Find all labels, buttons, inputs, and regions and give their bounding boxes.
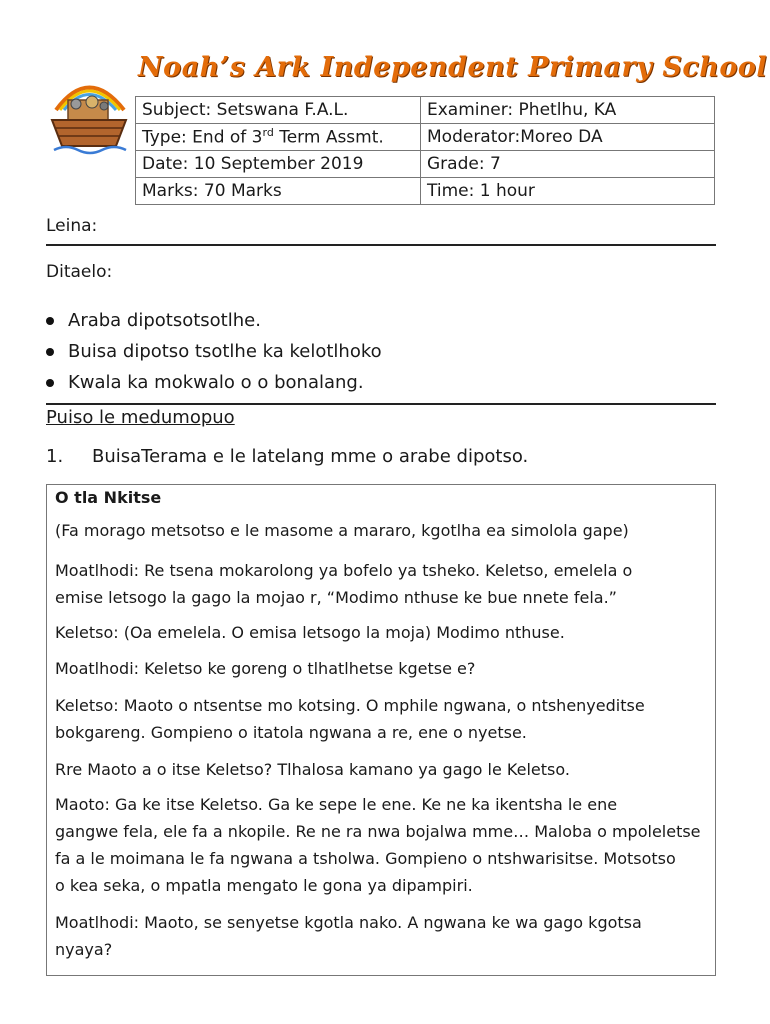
passage-line: Moatlhodi: Re tsena mokarolong ya bofelo ya tsheko. Keletso, emelela o bbox=[55, 561, 633, 580]
date-cell: Date: 10 September 2019 bbox=[136, 151, 421, 178]
instruction-text: Araba dipotsotsotlhe. bbox=[68, 310, 261, 331]
passage-line: Rre Maoto a o itse Keletso? Tlhalosa kamano ya gago le Keletso. bbox=[55, 760, 570, 779]
time-cell: Time: 1 hour bbox=[421, 178, 715, 205]
type-cell bbox=[136, 124, 421, 151]
passage-line: emise letsogo la gago la mojao r, “Modimo nthuse ke bue nnete fela.” bbox=[55, 588, 617, 607]
passage-line: Maoto: Ga ke itse Keletso. Ga ke sepe le ene. Ke ne ka ikentsha le ene bbox=[55, 795, 618, 814]
instruction-item bbox=[46, 341, 382, 362]
marks-cell: Marks: 70 Marks bbox=[136, 178, 421, 205]
leina-label: Leina: bbox=[46, 216, 98, 236]
passage-line: Keletso: Maoto o ntsentse mo kotsing. O mphile ngwana, o ntshenyeditse bbox=[55, 696, 645, 715]
type-prefix: Type: End of 3 bbox=[142, 127, 263, 148]
question-text: BuisaTerama e le latelang mme o arabe dipotso. bbox=[92, 446, 529, 467]
passage-line: o kea seka, o mpatla mengato le gona ya dipampiri. bbox=[55, 876, 473, 895]
passage-line: Moatlhodi: Maoto, se senyetse kgotla nako. A ngwana ke wa gago kgotsa bbox=[55, 913, 642, 932]
passage-line: nyaya? bbox=[55, 940, 113, 959]
bullet-icon bbox=[46, 317, 54, 325]
passage-line: (Fa morago metsotso e le masome a mararo, kgotlha ea simolola gape) bbox=[55, 521, 629, 540]
name-line bbox=[46, 244, 716, 246]
moderator-cell: Moderator:Moreo DA bbox=[421, 124, 715, 151]
instruction-text: Kwala ka mokwalo o o bonalang. bbox=[68, 372, 364, 393]
passage-line: Keletso: (Oa emelela. O emisa letsogo la moja) Modimo nthuse. bbox=[55, 623, 565, 642]
bullet-icon bbox=[46, 348, 54, 356]
type-superscript: rd bbox=[262, 126, 274, 140]
question-number: 1. bbox=[46, 446, 64, 467]
instruction-text: Buisa dipotso tsotlhe ka kelotlhoko bbox=[68, 341, 382, 362]
passage-line: bokgareng. Gompieno o itatola ngwana a re, ene o nyetse. bbox=[55, 723, 527, 742]
passage-title: O tla Nkitse bbox=[55, 488, 162, 507]
passage-line: fa a le moimana le fa ngwana a tsholwa. Gompieno o ntshwarisitse. Motsotso bbox=[55, 849, 676, 868]
noahs-ark-logo bbox=[46, 70, 132, 156]
passage-line: gangwe fela, ele fa a nkopile. Re ne ra nwa bojalwa mme… Maloba o mpoleletse bbox=[55, 822, 701, 841]
passage-line: Moatlhodi: Keletso ke goreng o tlhatlhetse kgetse e? bbox=[55, 659, 476, 678]
passage-box bbox=[46, 484, 716, 976]
question-1 bbox=[46, 446, 528, 467]
ditaelo-label: Ditaelo: bbox=[46, 262, 113, 282]
exam-info-table bbox=[135, 96, 715, 205]
subject-cell: Subject: Setswana F.A.L. bbox=[136, 97, 421, 124]
type-suffix: Term Assmt. bbox=[273, 127, 384, 148]
instruction-item bbox=[46, 372, 364, 393]
section-title: Puiso le medumopuo bbox=[46, 407, 235, 428]
school-name: Noah’s Ark Independent Primary School bbox=[138, 52, 768, 83]
examiner-cell: Examiner: Phetlhu, KA bbox=[421, 97, 715, 124]
grade-cell: Grade: 7 bbox=[421, 151, 715, 178]
section-divider bbox=[46, 403, 716, 405]
instruction-item bbox=[46, 310, 261, 331]
bullet-icon bbox=[46, 379, 54, 387]
